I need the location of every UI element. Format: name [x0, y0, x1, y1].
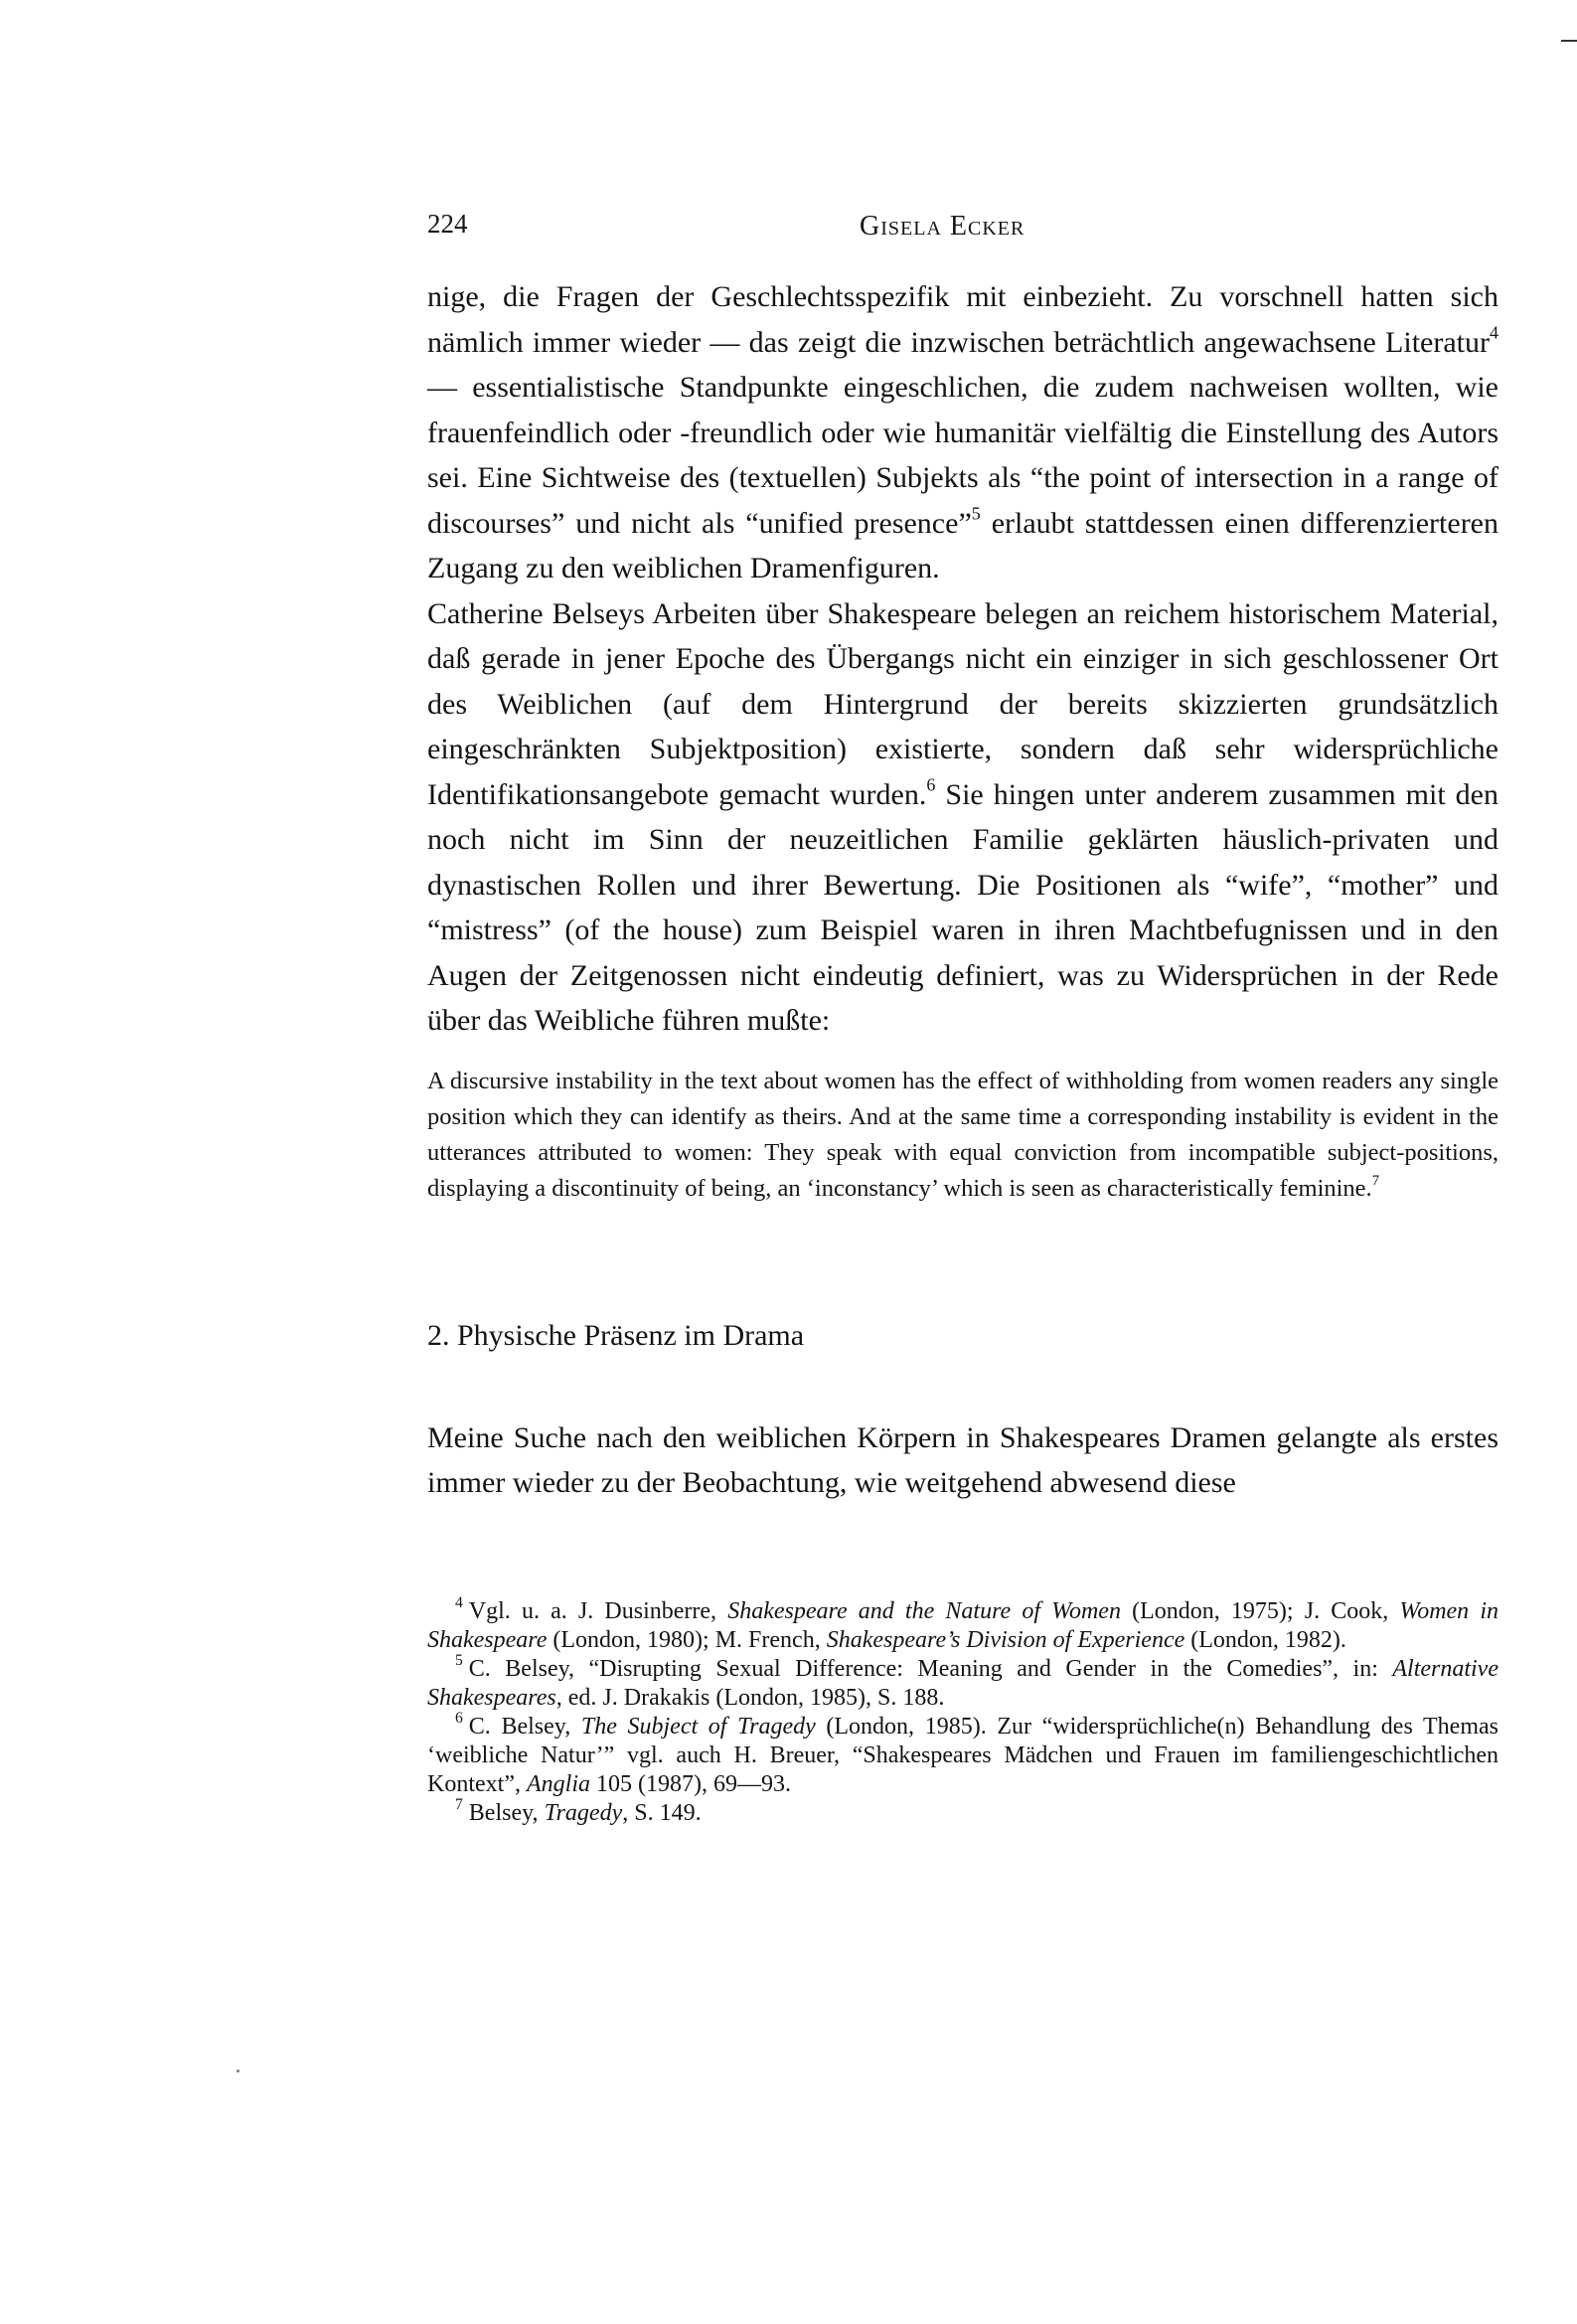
text-run: 105 (1987), 69—93. [589, 1770, 791, 1797]
text-run: nige, die Fragen der Geschlechtsspezifik mit einbezieht. Zu vorschnell hatten sich nämlich immer wieder — das zeigt die inzwischen beträchtlich angewachsene Literatur [427, 280, 1498, 359]
text-run: — essentialistische Standpunkte eingeschlichen, die zudem nachweisen wollten, wie frauenfeindlich oder -freundlich oder wie humanitär vielfältig die Einstellung des Autors sei. Eine Sichtweise des (textuellen) Subjekts als “the point of intersection in a range of discourses” und nicht als “unified presence” [427, 371, 1498, 540]
book-page [427, 209, 1498, 1828]
footnote [427, 1795, 1498, 1828]
footnotes [427, 1593, 1499, 1828]
italic-title: Anglia [526, 1770, 590, 1797]
footnote-ref: 5 [971, 503, 981, 523]
text-run: (London, 1975); J. Cook, [1120, 1597, 1400, 1624]
text-run: , ed. J. Drakakis (London, 1985), S. 188. [555, 1684, 945, 1711]
text-run: (London, 1980); M. French, [547, 1626, 827, 1653]
scan-speck [237, 2070, 239, 2073]
footnote-ref: 6 [926, 774, 936, 794]
text-run: Belsey, [468, 1799, 545, 1826]
footnote [427, 1651, 1498, 1713]
paragraph [427, 591, 1498, 1044]
text-run: , S. 149. [622, 1799, 702, 1826]
footnote-number: 7 [455, 1795, 463, 1813]
running-head: Gisela Ecker [860, 211, 1025, 242]
text-run: (London, 1985). Zur “widersprüchliche(n) Behandlung des Themas ‘weibliche Natur’” vgl. auch H. Breuer, “Shakespeares Mädchen und Frauen im familiengeschichtlichen Kontext”, [427, 1713, 1498, 1797]
text-run: Vgl. u. a. J. Dusinberre, [468, 1597, 728, 1624]
footnote-number: 6 [455, 1709, 463, 1727]
italic-title: Shakespeare and the Nature of Women [727, 1597, 1121, 1624]
italic-title: Tragedy [544, 1799, 623, 1826]
text-run: C. Belsey, [468, 1713, 581, 1740]
block-quote [427, 1064, 1498, 1207]
italic-title: The Subject of Tragedy [580, 1713, 816, 1740]
text-run: Sie hingen unter anderem zusammen mit den noch nicht im Sinn der neuzeitlichen Familie geklärten häuslich-privaten und dynastischen Rollen und ihrer Bewertung. Die Positionen als “wife”, “mother” und “mistress” (of the house) zum Beispiel waren in ihren Machtbefugnissen und in den Augen der Zeitgenossen nicht eindeutig definiert, was zu Widersprüchen in der Rede über das Weibliche führen mußte: [427, 777, 1498, 1037]
text-run: Catherine Belseys Arbeiten über Shakespeare belegen an reichem historischem Material, daß gerade in jener Epoche des Übergangs nicht ein einziger in sich geschlossener Ort des Weiblichen (auf dem Hintergrund der bereits skizzierten grundsätzlich eingeschränkten Subjektposition) existierte, sondern daß sehr widersprüchliche Identifikationsangebote gemacht wurden. [427, 596, 1498, 811]
footnote-number: 4 [455, 1593, 463, 1611]
italic-title: Women in Shakespeare [427, 1597, 1499, 1653]
paragraph [427, 274, 1498, 591]
footnote [427, 1593, 1499, 1655]
section-heading: 2. Physische Präsenz im Drama [427, 1318, 805, 1352]
margin-dash [1561, 40, 1577, 42]
text-run: A discursive instability in the text about women has the effect of withholding from women readers any single position which they can identify as theirs. And at the same time a corresponding instability is evident in the utterances attributed to women: They speak with equal conviction from incompatible subject-positions, displaying a discontinuity of being, an ‘inconstancy’ which is seen as characteristically feminine. [427, 1067, 1498, 1202]
text-run: (London, 1982). [1184, 1626, 1346, 1653]
footnote [427, 1709, 1498, 1799]
italic-title: Alternative Shakespeares [427, 1655, 1498, 1711]
body-text [427, 274, 1498, 1044]
page-header [427, 209, 1498, 249]
italic-title: Shakespeare’s Division of Experience [826, 1626, 1185, 1653]
section-paragraph: Meine Suche nach den weiblichen Körpern in Shakespeares Dramen gelangte als erstes immer wieder zu der Beobachtung, wie weitgehend abwesend diese [427, 1420, 1498, 1499]
footnote-ref: 7 [1371, 1172, 1380, 1189]
page-number: 224 [427, 209, 468, 239]
text-run: erlaubt stattdessen einen differenzierteren Zugang zu den weiblichen Dramenfiguren. [427, 506, 1498, 584]
footnote-ref: 4 [1490, 322, 1498, 342]
footnote-number: 5 [455, 1651, 463, 1669]
text-run: C. Belsey, “Disrupting Sexual Difference: Meaning and Gender in the Comedies”, in: [468, 1655, 1393, 1682]
